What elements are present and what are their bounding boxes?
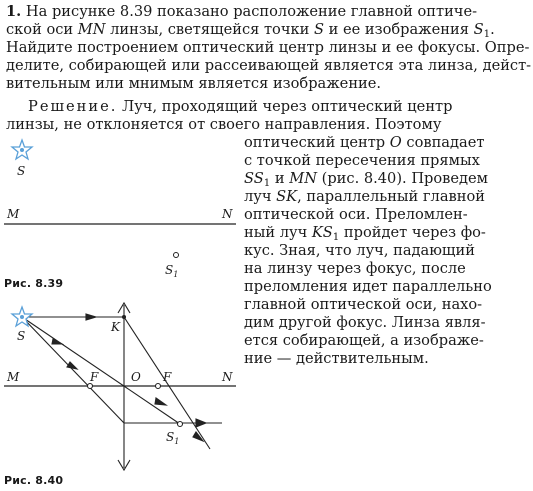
problem-line-5: вительным или мнимым является изображение. bbox=[6, 75, 382, 92]
italic-symbol: S bbox=[313, 21, 324, 38]
italic-symbol: O bbox=[389, 134, 402, 151]
label-m-840: M bbox=[7, 370, 20, 384]
label-f-left-840: F bbox=[90, 370, 99, 384]
label-f-right-840: F bbox=[163, 370, 172, 384]
solution-right-line: на линзу через фокус, после bbox=[244, 260, 466, 277]
solution-right-line: кус. Зная, что луч, падающий bbox=[244, 242, 475, 259]
ray-arrow-5-icon bbox=[196, 419, 206, 427]
italic-symbol: KS bbox=[311, 224, 333, 241]
solution-right-line: $SS_1$ и MN (рис. 8.40). Проведем bbox=[244, 170, 488, 189]
problem-line-4: делите, собирающей или рассеивающей является эта линза, дейст- bbox=[6, 57, 532, 74]
solution-right-line: с точкой пересечения прямых bbox=[244, 152, 480, 169]
ray-s-f bbox=[22, 317, 124, 423]
k-point bbox=[123, 316, 126, 319]
focus-left-point bbox=[88, 384, 93, 389]
caption-fig-8-39: Рис. 8.39 bbox=[4, 277, 64, 290]
italic-symbol: SS bbox=[244, 170, 264, 187]
figure-8-39 bbox=[4, 140, 236, 279]
label-n-839: N bbox=[222, 207, 233, 221]
caption-fig-8-40: Рис. 8.40 bbox=[4, 474, 64, 487]
label-n-840: N bbox=[222, 370, 233, 384]
problem-line-3: Найдите построением оптический центр линзы и ее фокусы. Опре- bbox=[6, 39, 530, 56]
label-s-840: S bbox=[17, 329, 26, 343]
solution-right-line: луч SK, параллельный главной bbox=[244, 188, 485, 205]
solution-right-line: оптический центр O совпадает bbox=[244, 134, 485, 151]
subscript: 1 bbox=[483, 29, 491, 40]
solution-right-line: ный луч $KS_1$ пройдет через фо- bbox=[244, 224, 486, 243]
problem-line-2: ской оси MN линзы, светящейся точки S и ее изображения $S_1$. bbox=[6, 21, 495, 40]
solution-line-2: линзы, не отклоняется от своего направления. Поэтому bbox=[6, 116, 442, 133]
problem-text-1: На рисунке 8.39 показано расположение главной оптиче- bbox=[25, 3, 478, 20]
subscript: 1 bbox=[263, 178, 271, 189]
solution-right-line: ние — действительным. bbox=[244, 350, 429, 367]
solution-right-line: главной оптической оси, нахо- bbox=[244, 296, 483, 313]
figure-8-40 bbox=[4, 303, 236, 470]
image-point-840 bbox=[178, 422, 183, 427]
italic-symbol: SK bbox=[276, 188, 298, 205]
focus-right-point bbox=[156, 384, 161, 389]
ray-arrow-3-icon bbox=[67, 362, 77, 369]
solution-heading: Решение. bbox=[28, 98, 118, 115]
label-o-840: O bbox=[131, 370, 141, 384]
solution-right-line: преломления идет параллельно bbox=[244, 278, 492, 295]
light-source-star-icon bbox=[12, 140, 32, 159]
label-s-839: S bbox=[17, 164, 26, 178]
label-s1-839: $S_1$ bbox=[165, 263, 179, 279]
label-s1-840: $S_1$ bbox=[166, 430, 180, 446]
subscript: 1 bbox=[332, 232, 340, 243]
problem-number: 1. bbox=[6, 3, 22, 20]
ray-arrow-2-icon bbox=[52, 339, 62, 344]
ray-arrow-4-icon bbox=[155, 398, 166, 405]
italic-symbol: MN bbox=[289, 170, 317, 187]
label-k-840: K bbox=[111, 320, 120, 334]
image-point-839 bbox=[174, 253, 179, 258]
solution-right-line: ется собирающей, а изображе- bbox=[244, 332, 484, 349]
light-source-star-840-icon bbox=[12, 307, 32, 326]
ray-arrow-1-icon bbox=[86, 314, 96, 320]
solution-right-line: оптической оси. Преломлен- bbox=[244, 206, 468, 223]
solution-right-line: дим другой фокус. Линза явля- bbox=[244, 314, 486, 331]
italic-symbol: S bbox=[473, 21, 484, 38]
solution-first-line: Луч, проходящий через оптический центр bbox=[117, 98, 453, 115]
label-m-839: M bbox=[7, 207, 20, 221]
ray-s-o-s1 bbox=[22, 317, 180, 424]
italic-symbol: MN bbox=[77, 21, 106, 38]
